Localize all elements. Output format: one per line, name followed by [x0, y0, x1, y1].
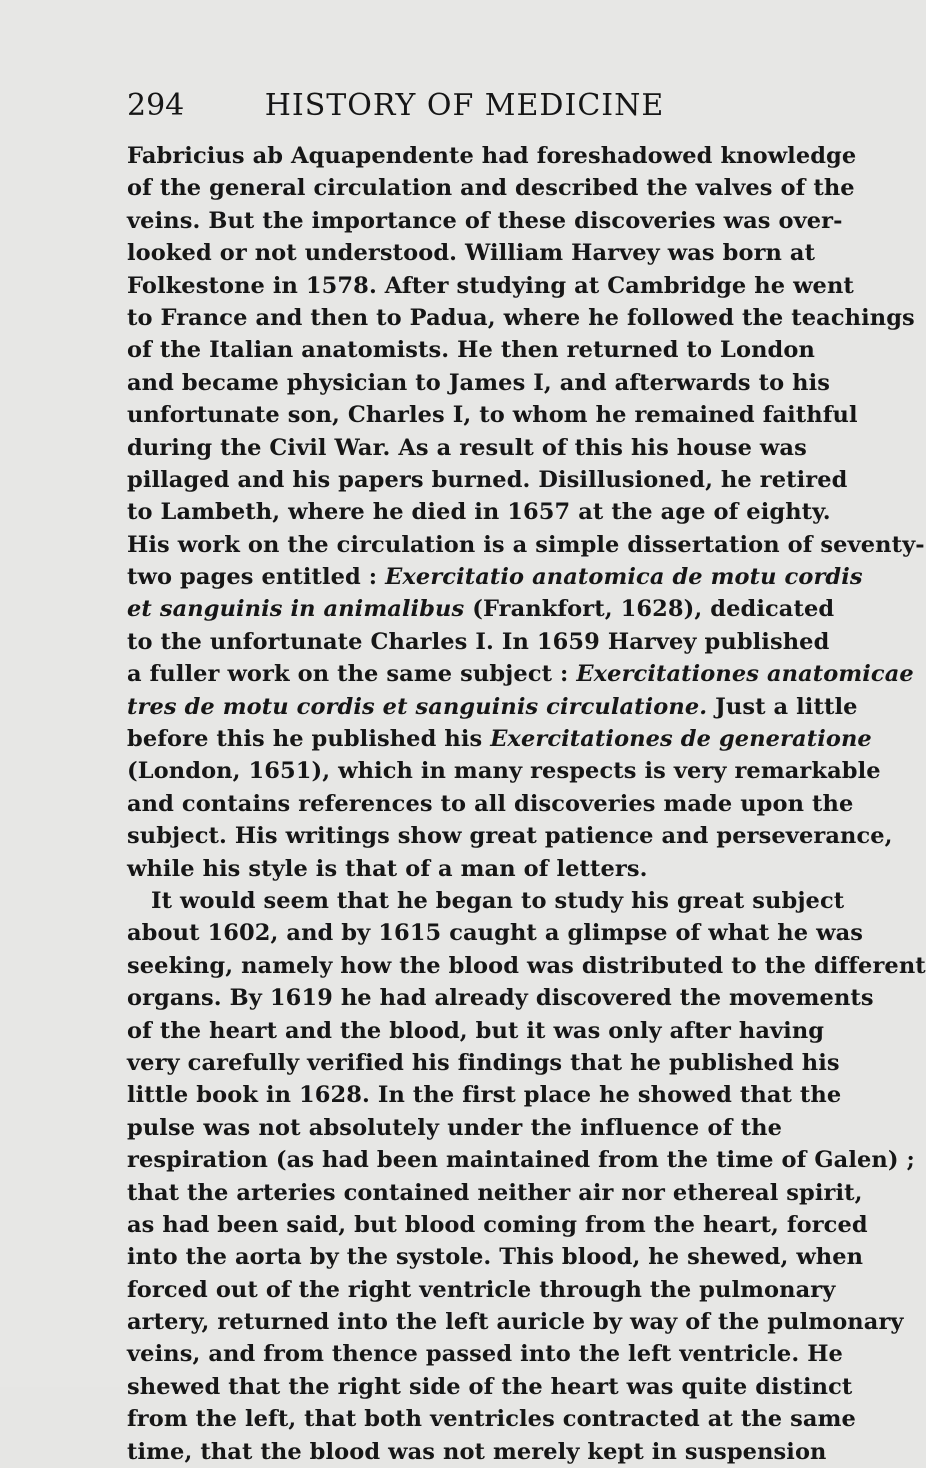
book-title-italic: Exercitatio anatomica de motu cordis — [385, 564, 863, 591]
text-line: pulse was not absolutely under the influence of the — [127, 1114, 782, 1141]
text-line: to Lambeth, where he died in 1657 at the age of eighty. — [127, 499, 831, 526]
text-line: little book in 1628. In the first place he showed that the — [127, 1082, 842, 1109]
text-line: from the left, that both ventricles contracted at the same — [127, 1406, 856, 1433]
text-line: seeking, namely how the blood was distributed to the different — [127, 952, 926, 979]
book-title-italic: Exercitationes anatomicae — [576, 661, 914, 688]
text-line: of the heart and the blood, but it was only after having — [127, 1017, 825, 1044]
text-line: Folkestone in 1578. After studying at Cambridge he went — [127, 272, 854, 299]
text-line: respiration (as had been maintained from the time of Galen) ; — [127, 1147, 915, 1174]
text-line — [127, 723, 872, 755]
text-line: time, that the blood was not merely kept in suspension — [127, 1438, 827, 1465]
text-line: that the arteries contained neither air nor ethereal spirit, — [127, 1179, 863, 1206]
text-line: as had been said, but blood coming from the heart, forced — [127, 1211, 868, 1238]
text-line: shewed that the right side of the heart was quite distinct — [127, 1373, 853, 1400]
text-segment: two pages entitled : — [127, 564, 386, 591]
text-line: looked or not understood. William Harvey was born at — [127, 240, 816, 267]
page-number: 294 — [127, 88, 185, 123]
text-segment: before this he published his — [127, 726, 491, 753]
text-line: It would seem that he began to study his great subject — [151, 887, 845, 914]
text-line: veins. But the importance of these discoveries was over- — [127, 207, 843, 234]
text-line: pillaged and his papers burned. Disillusioned, he retired — [127, 466, 848, 493]
text-line: about 1602, and by 1615 caught a glimpse of what he was — [127, 920, 864, 947]
book-title-italic: Exercitationes de generatione — [490, 726, 872, 753]
text-line: while his style is that of a man of letters. — [127, 855, 648, 882]
text-line: to France and then to Padua, where he followed the teachings — [127, 304, 915, 331]
text-line: organs. By 1619 he had already discovered the movements — [127, 985, 874, 1012]
text-line: veins, and from thence passed into the left ventricle. He — [127, 1341, 843, 1368]
text-segment: Just a little — [707, 693, 858, 720]
text-line: subject. His writings show great patience and perseverance, — [127, 823, 893, 850]
book-title-italic: tres de motu cordis et sanguinis circulatione. — [127, 693, 708, 720]
text-line: and contains references to all discoveries made upon the — [127, 790, 854, 817]
text-line: Fabricius ab Aquapendente had foreshadowed knowledge — [127, 143, 857, 169]
text-line: artery, returned into the left auricle by way of the pulmonary — [127, 1309, 904, 1336]
text-line: unfortunate son, Charles I, to whom he remained faithful — [127, 402, 858, 429]
text-line — [127, 658, 914, 690]
text-line: forced out of the right ventricle through the pulmonary — [127, 1276, 836, 1303]
running-head: HISTORY OF MEDICINE — [264, 88, 665, 123]
text-line: to the unfortunate Charles I. In 1659 Harvey published — [127, 628, 830, 655]
text-line: of the general circulation and described the valves of the — [127, 175, 855, 202]
body-text — [127, 140, 926, 1468]
text-line: during the Civil War. As a result of this his house was — [127, 434, 807, 461]
text-line: of the Italian anatomists. He then returned to London — [127, 337, 815, 364]
text-line: into the aorta by the systole. This blood, he shewed, when — [127, 1244, 864, 1271]
text-line: (London, 1651), which in many respects is very remarkable — [127, 758, 881, 785]
text-line: very carefully verified his findings that he published his — [127, 1049, 840, 1076]
text-segment: (Frankfort, 1628), dedicated — [464, 596, 835, 623]
page-header — [127, 88, 762, 128]
text-line: and became physician to James I, and afterwards to his — [127, 369, 831, 396]
text-line — [127, 561, 863, 593]
text-segment: a fuller work on the same subject : — [127, 661, 577, 688]
book-title-italic: et sanguinis in animalibus — [127, 596, 465, 623]
text-line — [127, 691, 858, 723]
text-line: His work on the circulation is a simple dissertation of seventy- — [127, 531, 925, 558]
text-line — [127, 593, 835, 625]
